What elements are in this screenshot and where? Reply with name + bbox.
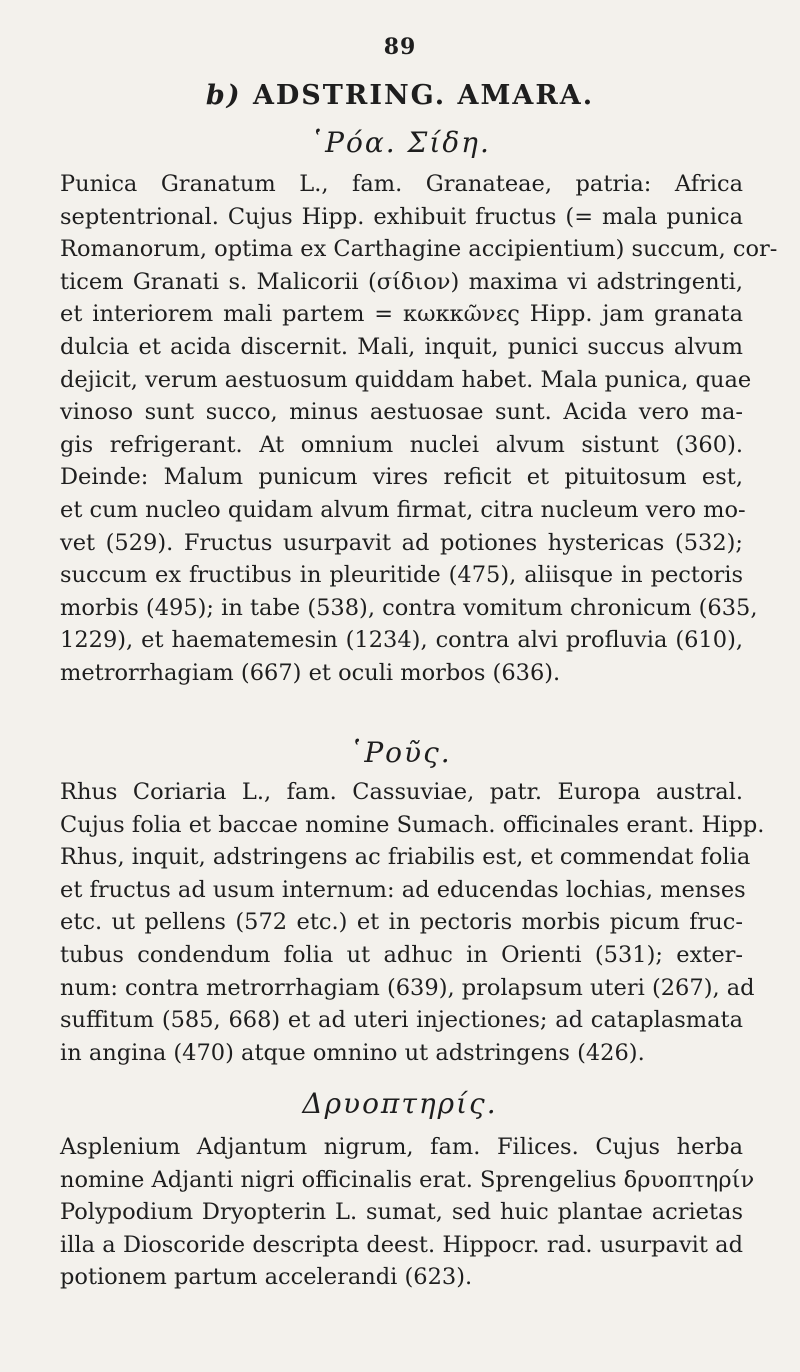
section-marker: b): [205, 80, 242, 111]
entry-line: septentrional. Cujus Hipp. exhibuit fructus (= mala punica: [60, 203, 743, 230]
entry-body-dryopteris: [60, 1131, 755, 1294]
entry-line: et fructus ad usum internum: ad educendas lochias, menses: [60, 876, 746, 903]
entry-line: Rhus Coriaria L., fam. Cassuviae, patr. Europa austral.: [60, 779, 743, 805]
entry-line: Asplenium Adjantum nigrum, fam. Filices. Cujus herba: [60, 1134, 743, 1160]
entry-line: gis refrigerant. At omnium nuclei alvum sistunt (360).: [60, 431, 743, 458]
entry-line: Cujus folia et baccae nomine Sumach. officinales erant. Hipp.: [60, 811, 765, 838]
entry-body-rous: [60, 776, 765, 1069]
entry-line: morbis (495); in tabe (538), contra vomitum chronicum (635,: [60, 594, 758, 621]
entry-line: potionem partum accelerandi (623).: [60, 1264, 473, 1291]
entry-line: Polypodium Dryopterin L. sumat, sed huic plantae acrietas: [60, 1199, 743, 1226]
entry-line: succum ex fructibus in pleuritide (475), aliisque in pectoris: [60, 562, 743, 589]
entry-title-dryopteris: Δρυοπτηρίς.: [302, 1087, 498, 1120]
page-number: 89: [383, 34, 417, 60]
entry-line: dejicit, verum aestuosum quiddam habet. Mala punica, quae: [60, 366, 752, 393]
entry-body-roa: [60, 168, 778, 690]
entry-line: etc. ut pellens (572 etc.) et in pectoris morbis picum fruc-: [60, 909, 743, 936]
entry-line: nomine Adjanti nigri officinalis erat. Sprengelius δρυοπτηρίν: [60, 1166, 755, 1193]
entry-line: Romanorum, optima ex Carthagine accipientium) succum, cor-: [60, 236, 778, 263]
entry-line: suffitum (585, 668) et ad uteri injectiones; ad cataplasmata: [60, 1007, 743, 1034]
entry-line: Rhus, inquit, adstringens ac friabilis est, et commendat folia: [60, 844, 751, 871]
entry-title-rous: ῾Ροῦς.: [348, 736, 452, 769]
entry-line: illa a Dioscoride descripta deest. Hippocr. rad. usurpavit ad: [60, 1231, 743, 1258]
entry-line: et interiorem mali partem = κωκκῶνες Hipp. jam granata: [60, 301, 743, 328]
entry-line: vinoso sunt succo, minus aestuosae sunt. Acida vero ma-: [60, 399, 743, 426]
entry-line: num: contra metrorrhagiam (639), prolapsum uteri (267), ad: [60, 974, 755, 1001]
entry-line: 1229), et haematemesin (1234), contra alvi profluvia (610),: [60, 627, 743, 654]
entry-line: metrorrhagiam (667) et oculi morbos (636).: [60, 659, 561, 686]
section-heading: [0, 80, 800, 111]
entry-line: in angina (470) atque omnino ut adstringens (426).: [60, 1039, 645, 1066]
entry-line: et cum nucleo quidam alvum firmat, citra nucleum vero mo-: [60, 496, 746, 523]
entry-line: Punica Granatum L., fam. Granateae, patria: Africa: [60, 171, 743, 197]
entry-line: ticem Granati s. Malicorii (σίδιον) maxima vi adstringenti,: [60, 268, 743, 295]
section-heading-text: ADSTRING. AMARA.: [252, 80, 595, 111]
entry-title-roa: ῾Ρόα. Σίδη.: [309, 126, 491, 159]
entry-line: Deinde: Malum punicum vires reficit et pituitosum est,: [60, 464, 743, 491]
entry-line: dulcia et acida discernit. Mali, inquit, punici succus alvum: [60, 333, 743, 360]
entry-line: tubus condendum folia ut adhuc in Orienti (531); exter-: [60, 941, 743, 968]
entry-line: vet (529). Fructus usurpavit ad potiones hystericas (532);: [60, 529, 743, 556]
